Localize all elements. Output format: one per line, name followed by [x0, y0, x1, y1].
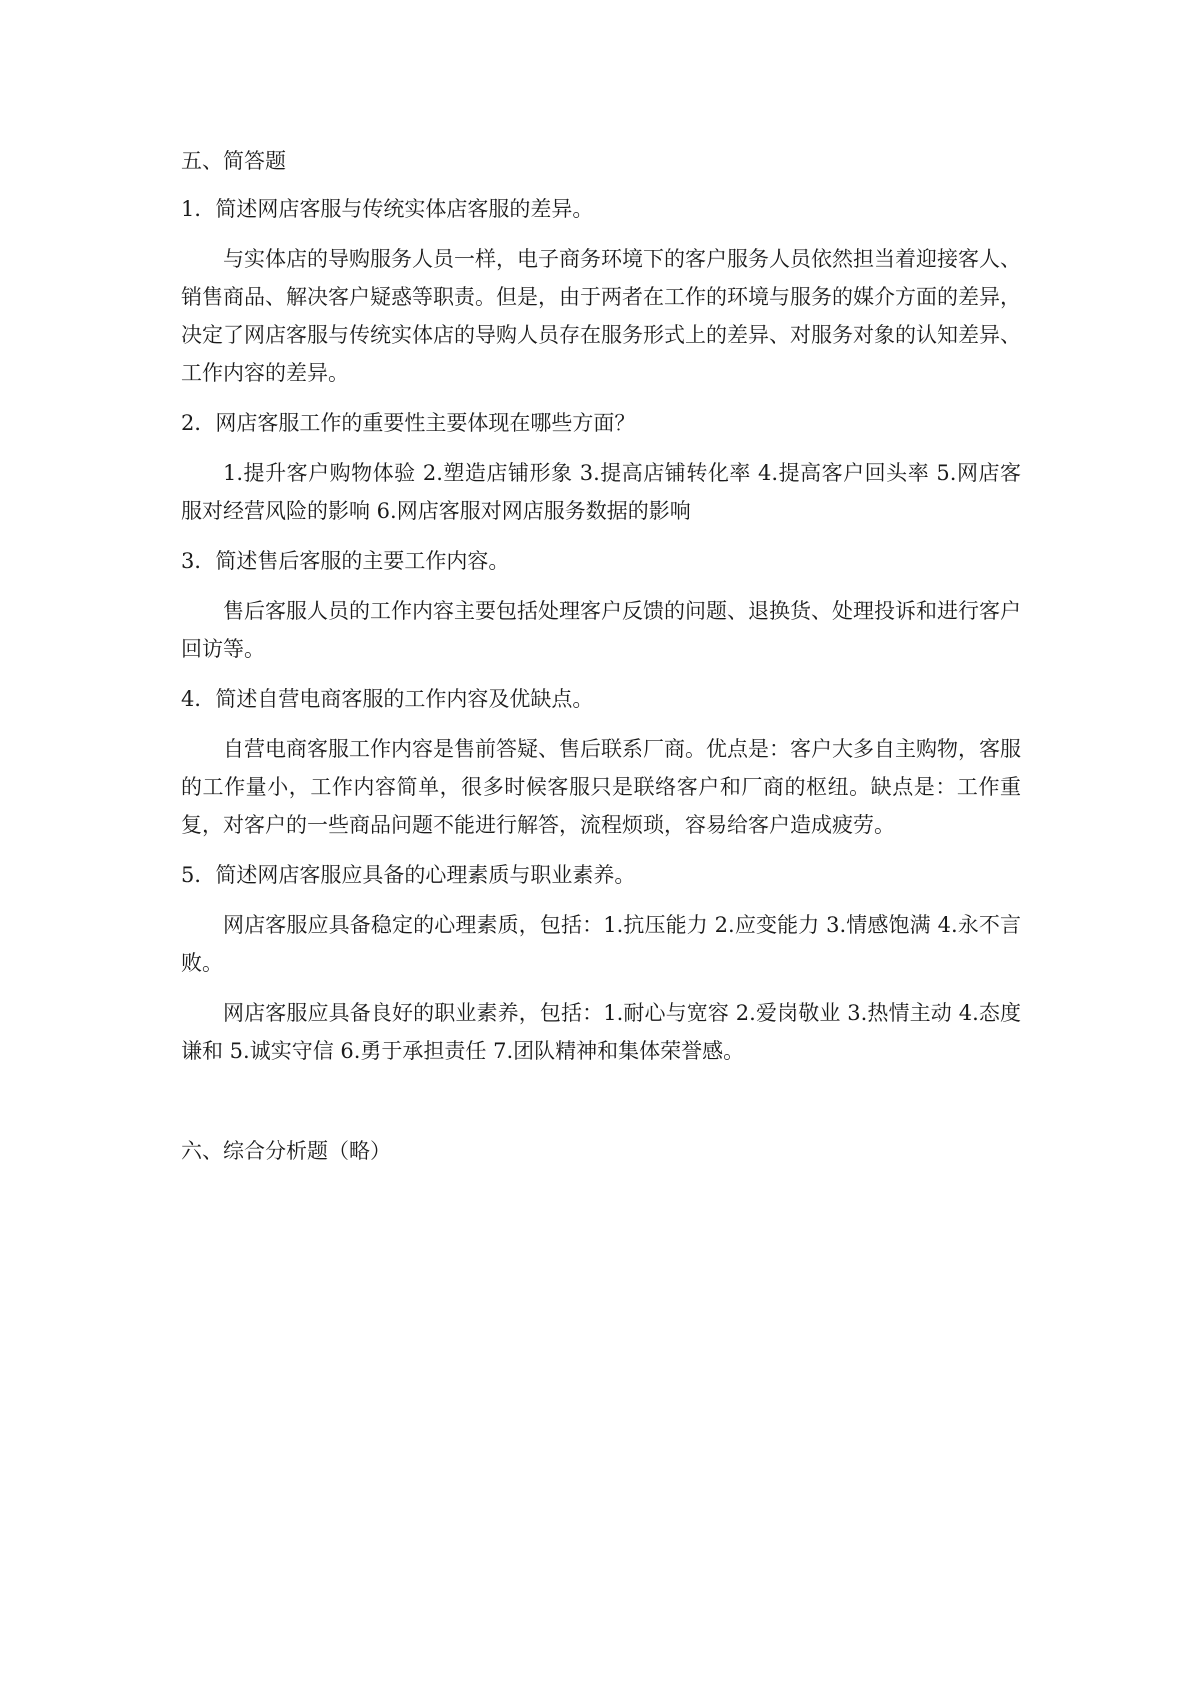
question-3: 3．简述售后客服的主要工作内容。 — [181, 549, 510, 573]
answer-1: 与实体店的导购服务人员一样，电子商务环境下的客户服务人员依然担当着迎接客人、销售商品、解决客户疑惑等职责。但是，由于两者在工作的环境与服务的媒介方面的差异，决定了网店客服与传统实体店的导购人员存在服务形式上的差异、对服务对象的认知差异、工作内容的差异。 — [181, 247, 1021, 385]
document-content — [181, 142, 1021, 1170]
question-1: 1．简述网店客服与传统实体店客服的差异。 — [181, 197, 594, 221]
answer-3: 售后客服人员的工作内容主要包括处理客户反馈的问题、退换货、处理投诉和进行客户回访等。 — [181, 599, 1021, 661]
question-5: 5．简述网店客服应具备的心理素质与职业素养。 — [181, 863, 636, 887]
section-5-title: 五、简答题 — [181, 149, 286, 173]
question-2: 2．网店客服工作的重要性主要体现在哪些方面？ — [181, 411, 636, 435]
answer-5a: 网店客服应具备稳定的心理素质，包括：1.抗压能力 2.应变能力 3.情感饱满 4.永不言败。 — [181, 913, 1021, 975]
answer-5b: 网店客服应具备良好的职业素养，包括：1.耐心与宽容 2.爱岗敬业 3.热情主动 4.态度谦和 5.诚实守信 6.勇于承担责任 7.团队精神和集体荣誉感。 — [181, 1001, 1021, 1063]
answer-2: 1.提升客户购物体验 2.塑造店铺形象 3.提高店铺转化率 4.提高客户回头率 5.网店客服对经营风险的影响 6.网店客服对网店服务数据的影响 — [181, 461, 1021, 523]
section-6-title: 六、综合分析题（略） — [181, 1139, 391, 1163]
answer-4: 自营电商客服工作内容是售前答疑、售后联系厂商。优点是：客户大多自主购物，客服的工作量小，工作内容简单，很多时候客服只是联络客户和厂商的枢纽。缺点是：工作重复，对客户的一些商品问题不能进行解答，流程烦琐，容易给客户造成疲劳。 — [181, 737, 1021, 837]
question-4: 4．简述自营电商客服的工作内容及优缺点。 — [181, 687, 594, 711]
